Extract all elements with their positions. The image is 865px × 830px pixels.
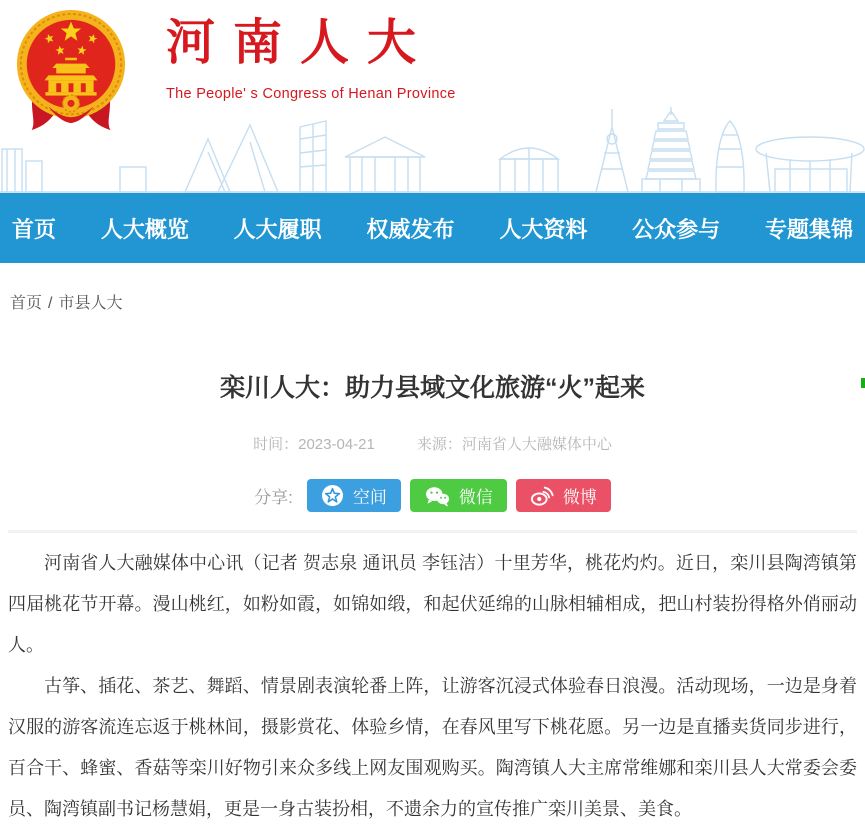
site-header <box>0 0 865 193</box>
breadcrumb-current[interactable]: 市县人大 <box>58 295 123 312</box>
article-body <box>8 543 857 830</box>
source-value: 河南省人大融媒体中心 <box>461 436 612 453</box>
nav-item-releases[interactable]: 权威发布 <box>366 216 455 242</box>
cropped-side-widget-artifact <box>861 378 865 388</box>
site-logo[interactable] <box>12 5 456 135</box>
brand-text <box>166 5 456 102</box>
nav-item-overview[interactable]: 人大概览 <box>100 216 189 242</box>
share-wechat-label: 微信 <box>458 488 493 507</box>
weibo-icon <box>530 485 554 507</box>
share-qzone-label: 空间 <box>352 488 387 507</box>
main-nav <box>0 193 865 263</box>
nav-item-duties[interactable]: 人大履职 <box>233 216 322 242</box>
wechat-icon <box>424 485 450 507</box>
site-title: 河南人大 <box>166 15 435 70</box>
source-label: 来源： <box>416 436 462 453</box>
breadcrumb-separator: / <box>48 295 53 312</box>
nav-item-materials[interactable]: 人大资料 <box>499 216 588 242</box>
share-label: 分享: <box>254 488 293 507</box>
time-value: 2023-04-21 <box>298 436 375 453</box>
share-qzone-button[interactable] <box>307 479 401 512</box>
article-paragraph: 河南省人大融媒体中心讯（记者 贺志泉 通讯员 李钰洁）十里芳华，桃花灼灼。近日，栾川县陶湾镇第四届桃花节开幕。漫山桃红，如粉如霞，如锦如缎，和起伏延绵的山脉相辅相成，把山村装扮得格外俏丽动人。 <box>8 553 857 655</box>
share-row <box>0 479 865 512</box>
time-label: 时间： <box>253 436 299 453</box>
national-emblem-icon <box>12 5 130 135</box>
article-title: 栾川人大：助力县域文化旅游“火”起来 <box>219 374 645 402</box>
breadcrumb <box>0 263 865 313</box>
article-paragraph: 古筝、插花、茶艺、舞蹈、情景剧表演轮番上阵，让游客沉浸式体验春日浪漫。活动现场，一边是身着汉服的游客流连忘返于桃林间，摄影赏花、体验乡情，在春风里写下桃花愿。另一边是直播卖货同步进行，百合干、蜂蜜、香菇等栾川好物引来众多线上网友围观购买。陶湾镇人大主席常维娜和栾川县人大常委会委员、陶湾镇副书记杨慧娟，更是一身古装扮相，不遗余力的宣传推广栾川美景、美食。 <box>8 676 857 819</box>
share-wechat-button[interactable] <box>410 479 507 512</box>
section-divider <box>8 530 857 533</box>
share-weibo-label: 微博 <box>562 488 597 507</box>
nav-item-specials[interactable]: 专题集锦 <box>764 216 853 242</box>
site-subtitle: The People' s Congress of Henan Province <box>166 86 456 103</box>
share-weibo-button[interactable] <box>516 479 611 512</box>
nav-item-public[interactable]: 公众参与 <box>632 216 721 242</box>
qzone-star-icon <box>321 484 344 507</box>
article-meta <box>0 433 865 454</box>
article-time <box>253 433 375 454</box>
article <box>0 368 865 830</box>
article-source <box>417 433 612 454</box>
breadcrumb-home[interactable]: 首页 <box>10 295 43 312</box>
nav-item-home[interactable]: 首页 <box>12 216 57 242</box>
